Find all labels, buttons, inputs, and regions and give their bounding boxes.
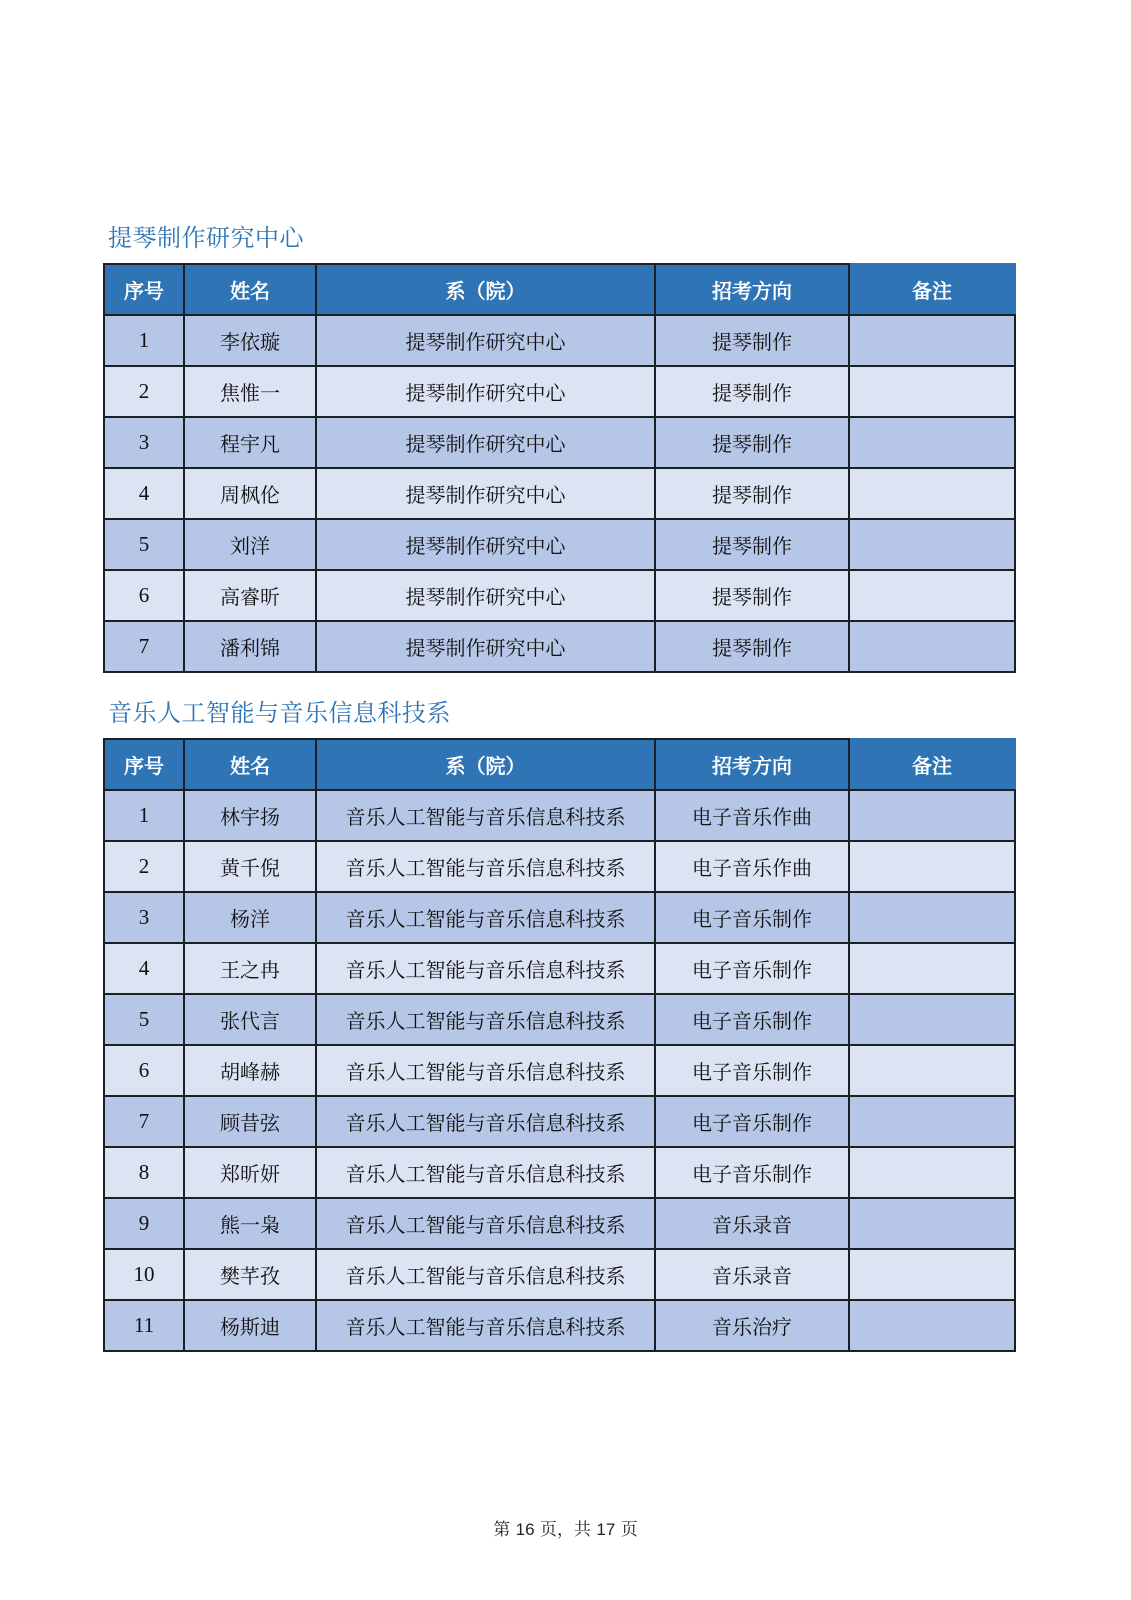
cell-remarks: [849, 1198, 1015, 1249]
cell-remarks: [849, 841, 1015, 892]
cell-department: 音乐人工智能与音乐信息科技系: [316, 1096, 655, 1147]
cell-index: 7: [104, 1096, 184, 1147]
cell-department: 音乐人工智能与音乐信息科技系: [316, 1198, 655, 1249]
cell-name: 杨斯迪: [184, 1300, 316, 1351]
cell-department: 音乐人工智能与音乐信息科技系: [316, 892, 655, 943]
cell-direction: 电子音乐制作: [655, 1096, 849, 1147]
cell-remarks: [849, 1147, 1015, 1198]
cell-name: 熊一枭: [184, 1198, 316, 1249]
cell-department: 音乐人工智能与音乐信息科技系: [316, 1249, 655, 1300]
table-row: [104, 468, 1015, 519]
cell-index: 5: [104, 519, 184, 570]
cell-name: 潘利锦: [184, 621, 316, 672]
cell-remarks: [849, 1096, 1015, 1147]
cell-index: 8: [104, 1147, 184, 1198]
table-row: [104, 621, 1015, 672]
cell-remarks: [849, 1045, 1015, 1096]
footer-middle: 页，共: [534, 1520, 597, 1540]
cell-department: 提琴制作研究中心: [316, 315, 655, 366]
table-row: [104, 366, 1015, 417]
table-row: [104, 1300, 1015, 1351]
cell-remarks: [849, 1249, 1015, 1300]
cell-remarks: [849, 519, 1015, 570]
cell-direction: 电子音乐制作: [655, 1045, 849, 1096]
cell-index: 6: [104, 570, 184, 621]
cell-department: 音乐人工智能与音乐信息科技系: [316, 1147, 655, 1198]
footer-page-number: 16: [515, 1520, 535, 1539]
footer-total-pages: 17: [596, 1520, 616, 1539]
cell-department: 提琴制作研究中心: [316, 366, 655, 417]
section-title-music-ai: 音乐人工智能与音乐信息科技系: [108, 699, 451, 727]
cell-name: 林宇扬: [184, 790, 316, 841]
cell-index: 2: [104, 366, 184, 417]
cell-index: 6: [104, 1045, 184, 1096]
column-header-name: 姓名: [184, 264, 316, 315]
cell-department: 提琴制作研究中心: [316, 468, 655, 519]
cell-remarks: [849, 790, 1015, 841]
cell-department: 提琴制作研究中心: [316, 570, 655, 621]
cell-index: 3: [104, 892, 184, 943]
column-header-direction: 招考方向: [655, 739, 849, 790]
cell-name: 顾昔弦: [184, 1096, 316, 1147]
cell-direction: 提琴制作: [655, 417, 849, 468]
table-row: [104, 790, 1015, 841]
cell-index: 1: [104, 790, 184, 841]
cell-name: 郑昕妍: [184, 1147, 316, 1198]
music-ai-table: [103, 738, 1016, 1352]
cell-remarks: [849, 892, 1015, 943]
cell-direction: 电子音乐作曲: [655, 841, 849, 892]
cell-name: 杨洋: [184, 892, 316, 943]
cell-remarks: [849, 1300, 1015, 1351]
cell-name: 周枫伦: [184, 468, 316, 519]
cell-direction: 提琴制作: [655, 519, 849, 570]
table-row: [104, 1045, 1015, 1096]
cell-department: 音乐人工智能与音乐信息科技系: [316, 994, 655, 1045]
footer-suffix: 页: [615, 1520, 638, 1540]
table-row: [104, 1249, 1015, 1300]
table-row: [104, 570, 1015, 621]
cell-name: 程宇凡: [184, 417, 316, 468]
cell-remarks: [849, 417, 1015, 468]
violin-table: [103, 263, 1016, 673]
table-row: [104, 1198, 1015, 1249]
section-title-violin: 提琴制作研究中心: [108, 224, 304, 252]
column-header-name: 姓名: [184, 739, 316, 790]
cell-direction: 音乐治疗: [655, 1300, 849, 1351]
cell-department: 提琴制作研究中心: [316, 519, 655, 570]
cell-remarks: [849, 315, 1015, 366]
table-row: [104, 417, 1015, 468]
cell-direction: 提琴制作: [655, 366, 849, 417]
table-row: [104, 892, 1015, 943]
cell-name: 刘洋: [184, 519, 316, 570]
cell-direction: 音乐录音: [655, 1249, 849, 1300]
table-row: [104, 994, 1015, 1045]
cell-department: 提琴制作研究中心: [316, 417, 655, 468]
cell-remarks: [849, 468, 1015, 519]
cell-remarks: [849, 994, 1015, 1045]
cell-direction: 电子音乐制作: [655, 1147, 849, 1198]
column-header-department: 系（院）: [316, 739, 655, 790]
cell-department: 音乐人工智能与音乐信息科技系: [316, 790, 655, 841]
column-header-direction: 招考方向: [655, 264, 849, 315]
cell-index: 3: [104, 417, 184, 468]
cell-remarks: [849, 570, 1015, 621]
cell-name: 王之冉: [184, 943, 316, 994]
cell-department: 音乐人工智能与音乐信息科技系: [316, 943, 655, 994]
table-row: [104, 1147, 1015, 1198]
cell-remarks: [849, 621, 1015, 672]
table-row: [104, 315, 1015, 366]
cell-direction: 电子音乐作曲: [655, 790, 849, 841]
cell-direction: 提琴制作: [655, 315, 849, 366]
cell-direction: 提琴制作: [655, 468, 849, 519]
table-row: [104, 841, 1015, 892]
cell-name: 李依璇: [184, 315, 316, 366]
cell-name: 高睿昕: [184, 570, 316, 621]
cell-name: 焦惟一: [184, 366, 316, 417]
column-header-index: 序号: [104, 264, 184, 315]
cell-direction: 电子音乐制作: [655, 994, 849, 1045]
cell-department: 音乐人工智能与音乐信息科技系: [316, 1300, 655, 1351]
cell-remarks: [849, 366, 1015, 417]
cell-name: 张代言: [184, 994, 316, 1045]
table-row: [104, 519, 1015, 570]
cell-name: 樊芊孜: [184, 1249, 316, 1300]
cell-index: 11: [104, 1300, 184, 1351]
column-header-remarks: 备注: [849, 739, 1015, 790]
cell-direction: 电子音乐制作: [655, 892, 849, 943]
cell-index: 4: [104, 468, 184, 519]
cell-remarks: [849, 943, 1015, 994]
table-row: [104, 943, 1015, 994]
cell-index: 4: [104, 943, 184, 994]
table-row: [104, 1096, 1015, 1147]
column-header-department: 系（院）: [316, 264, 655, 315]
cell-direction: 提琴制作: [655, 570, 849, 621]
cell-index: 9: [104, 1198, 184, 1249]
cell-direction: 电子音乐制作: [655, 943, 849, 994]
cell-department: 提琴制作研究中心: [316, 621, 655, 672]
table-header-row: [104, 264, 1015, 315]
cell-index: 1: [104, 315, 184, 366]
cell-direction: 音乐录音: [655, 1198, 849, 1249]
column-header-remarks: 备注: [849, 264, 1015, 315]
table-header-row: [104, 739, 1015, 790]
cell-index: 5: [104, 994, 184, 1045]
cell-name: 黄千倪: [184, 841, 316, 892]
footer-prefix: 第: [493, 1520, 516, 1540]
page-footer: [0, 1515, 1131, 1540]
cell-index: 2: [104, 841, 184, 892]
cell-direction: 提琴制作: [655, 621, 849, 672]
column-header-index: 序号: [104, 739, 184, 790]
cell-department: 音乐人工智能与音乐信息科技系: [316, 841, 655, 892]
cell-index: 7: [104, 621, 184, 672]
cell-department: 音乐人工智能与音乐信息科技系: [316, 1045, 655, 1096]
cell-index: 10: [104, 1249, 184, 1300]
cell-name: 胡峰赫: [184, 1045, 316, 1096]
